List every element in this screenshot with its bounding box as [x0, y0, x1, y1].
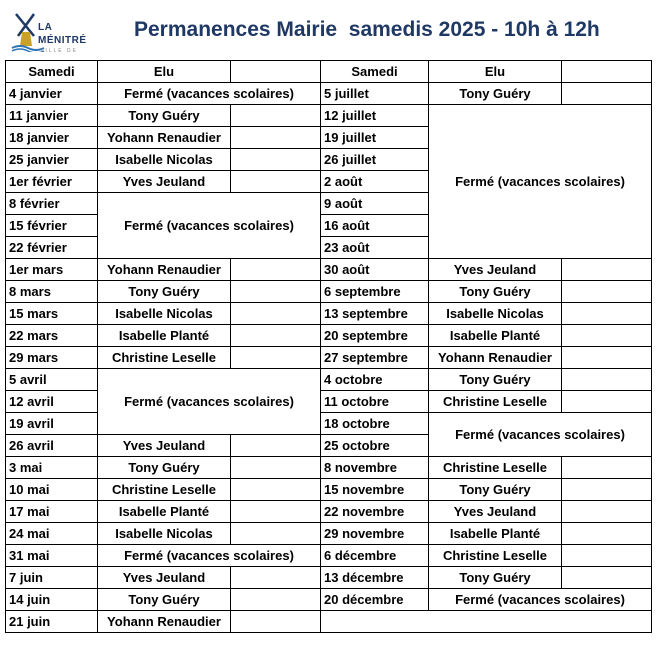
date-cell-left: 11 janvier — [6, 105, 98, 127]
date-cell-right: 20 décembre — [321, 589, 429, 611]
date-cell-right: 27 septembre — [321, 347, 429, 369]
date-cell-left: 15 mars — [6, 303, 98, 325]
date-cell-right: 25 octobre — [321, 435, 429, 457]
date-cell-left: 24 mai — [6, 523, 98, 545]
date-cell-left: 29 mars — [6, 347, 98, 369]
date-cell-left: 21 juin — [6, 611, 98, 633]
closed-cell: Fermé (vacances scolaires) — [98, 193, 321, 259]
empty-cell-left — [231, 611, 321, 633]
elu-cell-left: Christine Leselle — [98, 479, 231, 501]
date-cell-left: 15 février — [6, 215, 98, 237]
logo-line-1: LA — [38, 22, 53, 33]
empty-cell-right — [562, 325, 652, 347]
empty-cell-left — [231, 567, 321, 589]
date-cell-left: 5 avril — [6, 369, 98, 391]
date-cell-left: 25 janvier — [6, 149, 98, 171]
empty-trailing-cell — [321, 611, 652, 633]
table-row — [6, 567, 652, 589]
page-title: Permanences Mairie samedis 2025 - 10h à 12h — [134, 18, 600, 41]
elu-cell-left: Isabelle Nicolas — [98, 303, 231, 325]
header-samedi-left: Samedi — [6, 61, 98, 83]
date-cell-left: 4 janvier — [6, 83, 98, 105]
empty-cell-left — [231, 523, 321, 545]
empty-cell-right — [562, 347, 652, 369]
empty-cell-left — [231, 105, 321, 127]
table-row — [6, 369, 652, 391]
elu-cell-left: Isabelle Nicolas — [98, 523, 231, 545]
elu-cell-left: Yves Jeuland — [98, 171, 231, 193]
date-cell-left: 3 mai — [6, 457, 98, 479]
elu-cell-right: Tony Guéry — [429, 369, 562, 391]
empty-cell-left — [231, 479, 321, 501]
date-cell-left: 22 février — [6, 237, 98, 259]
elu-cell-left: Tony Guéry — [98, 589, 231, 611]
empty-cell-left — [231, 127, 321, 149]
elu-cell-right: Christine Leselle — [429, 545, 562, 567]
date-cell-right: 26 juillet — [321, 149, 429, 171]
empty-cell-right — [562, 83, 652, 105]
empty-cell-right — [562, 479, 652, 501]
elu-cell-left: Tony Guéry — [98, 281, 231, 303]
elu-cell-right: Tony Guéry — [429, 479, 562, 501]
empty-cell-left — [231, 259, 321, 281]
date-cell-left: 12 avril — [6, 391, 98, 413]
elu-cell-right: Isabelle Nicolas — [429, 303, 562, 325]
table-row — [6, 83, 652, 105]
empty-cell-right — [562, 391, 652, 413]
date-cell-right: 15 novembre — [321, 479, 429, 501]
empty-cell-right — [562, 303, 652, 325]
date-cell-right: 6 septembre — [321, 281, 429, 303]
date-cell-right: 30 août — [321, 259, 429, 281]
closed-cell: Fermé (vacances scolaires) — [98, 545, 321, 567]
elu-cell-left: Isabelle Planté — [98, 501, 231, 523]
empty-cell-left — [231, 589, 321, 611]
header-elu-left: Elu — [98, 61, 231, 83]
date-cell-right: 2 août — [321, 171, 429, 193]
header-empty-left — [231, 61, 321, 83]
table-row — [6, 457, 652, 479]
closed-cell: Fermé (vacances scolaires) — [429, 589, 652, 611]
empty-cell-left — [231, 435, 321, 457]
empty-cell-left — [231, 149, 321, 171]
date-cell-right: 6 décembre — [321, 545, 429, 567]
elu-cell-left: Christine Leselle — [98, 347, 231, 369]
empty-cell-left — [231, 171, 321, 193]
elu-cell-left: Isabelle Planté — [98, 325, 231, 347]
table-row — [6, 303, 652, 325]
empty-cell-right — [562, 501, 652, 523]
elu-cell-left: Yves Jeuland — [98, 567, 231, 589]
table-row — [6, 479, 652, 501]
table-row — [6, 325, 652, 347]
empty-cell-left — [231, 325, 321, 347]
header-elu-right: Elu — [429, 61, 562, 83]
elu-cell-left: Tony Guéry — [98, 457, 231, 479]
date-cell-left: 26 avril — [6, 435, 98, 457]
elu-cell-left: Yohann Renaudier — [98, 127, 231, 149]
date-cell-right: 4 octobre — [321, 369, 429, 391]
table-row — [6, 523, 652, 545]
logo-line-2: MÉNITRÉ — [38, 35, 87, 46]
schedule-body — [6, 61, 652, 633]
date-cell-right: 18 octobre — [321, 413, 429, 435]
date-cell-right: 8 novembre — [321, 457, 429, 479]
schedule-table — [5, 60, 652, 633]
elu-cell-left: Tony Guéry — [98, 105, 231, 127]
date-cell-right: 12 juillet — [321, 105, 429, 127]
date-cell-left: 8 mars — [6, 281, 98, 303]
empty-cell-right — [562, 259, 652, 281]
table-row — [6, 545, 652, 567]
empty-cell-left — [231, 457, 321, 479]
elu-cell-right: Yves Jeuland — [429, 501, 562, 523]
date-cell-left: 1er mars — [6, 259, 98, 281]
empty-cell-left — [231, 281, 321, 303]
elu-cell-left: Yohann Renaudier — [98, 611, 231, 633]
elu-cell-right: Tony Guéry — [429, 567, 562, 589]
date-cell-right: 9 août — [321, 193, 429, 215]
elu-cell-left: Isabelle Nicolas — [98, 149, 231, 171]
empty-cell-left — [231, 303, 321, 325]
empty-cell-right — [562, 545, 652, 567]
empty-cell-right — [562, 281, 652, 303]
date-cell-right: 29 novembre — [321, 523, 429, 545]
date-cell-left: 8 février — [6, 193, 98, 215]
date-cell-right: 23 août — [321, 237, 429, 259]
empty-cell-left — [231, 347, 321, 369]
page-header — [0, 0, 658, 60]
table-row — [6, 611, 652, 633]
closed-cell: Fermé (vacances scolaires) — [98, 83, 321, 105]
date-cell-right: 19 juillet — [321, 127, 429, 149]
date-cell-right: 13 décembre — [321, 567, 429, 589]
date-cell-left: 1er février — [6, 171, 98, 193]
date-cell-left: 31 mai — [6, 545, 98, 567]
date-cell-left: 18 janvier — [6, 127, 98, 149]
header-empty-right — [562, 61, 652, 83]
date-cell-left: 10 mai — [6, 479, 98, 501]
date-cell-left: 19 avril — [6, 413, 98, 435]
empty-cell-left — [231, 501, 321, 523]
date-cell-right: 13 septembre — [321, 303, 429, 325]
elu-cell-right: Christine Leselle — [429, 391, 562, 413]
empty-cell-right — [562, 457, 652, 479]
date-cell-right: 22 novembre — [321, 501, 429, 523]
elu-cell-left: Yves Jeuland — [98, 435, 231, 457]
table-row — [6, 501, 652, 523]
elu-cell-left: Yohann Renaudier — [98, 259, 231, 281]
date-cell-right: 11 octobre — [321, 391, 429, 413]
table-row — [6, 105, 652, 127]
table-row — [6, 347, 652, 369]
date-cell-left: 22 mars — [6, 325, 98, 347]
elu-cell-right: Yves Jeuland — [429, 259, 562, 281]
elu-cell-right: Christine Leselle — [429, 457, 562, 479]
empty-cell-right — [562, 523, 652, 545]
closed-cell: Fermé (vacances scolaires) — [429, 105, 652, 259]
date-cell-right: 16 août — [321, 215, 429, 237]
table-header-row — [6, 61, 652, 83]
empty-cell-right — [562, 369, 652, 391]
date-cell-right: 20 septembre — [321, 325, 429, 347]
elu-cell-right: Tony Guéry — [429, 83, 562, 105]
elu-cell-right: Tony Guéry — [429, 281, 562, 303]
table-row — [6, 589, 652, 611]
elu-cell-right: Yohann Renaudier — [429, 347, 562, 369]
closed-cell: Fermé (vacances scolaires) — [429, 413, 652, 457]
date-cell-right: 5 juillet — [321, 83, 429, 105]
date-cell-left: 7 juin — [6, 567, 98, 589]
empty-cell-right — [562, 567, 652, 589]
header-samedi-right: Samedi — [321, 61, 429, 83]
logo-subtitle: VILLE DE — [40, 48, 78, 54]
closed-cell: Fermé (vacances scolaires) — [98, 369, 321, 435]
elu-cell-right: Isabelle Planté — [429, 325, 562, 347]
elu-cell-right: Isabelle Planté — [429, 523, 562, 545]
date-cell-left: 14 juin — [6, 589, 98, 611]
table-row — [6, 259, 652, 281]
date-cell-left: 17 mai — [6, 501, 98, 523]
table-row — [6, 281, 652, 303]
